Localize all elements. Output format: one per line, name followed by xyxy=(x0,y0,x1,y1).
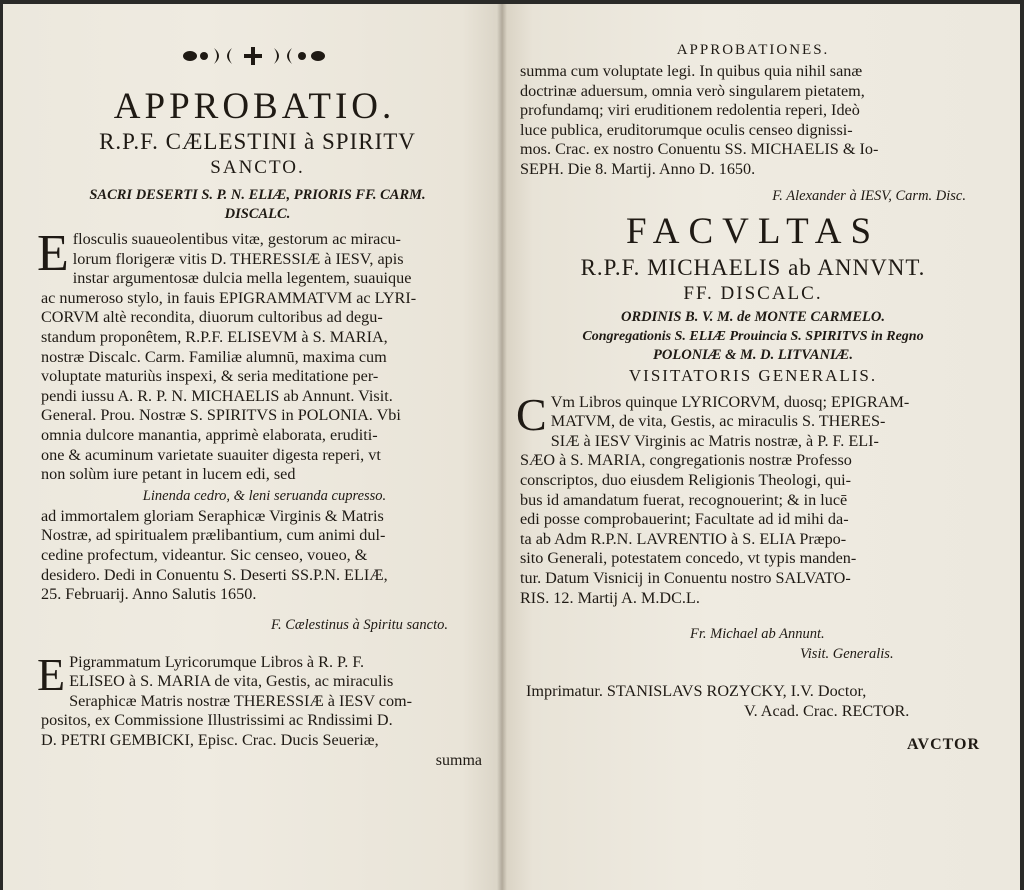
text-line: profundamq; viri eruditionem redolentia reperi, Ideò xyxy=(520,101,860,120)
continuation-paragraph xyxy=(520,62,986,180)
imprimatur xyxy=(520,682,986,721)
signature-michael-line-2: Visit. Generalis. xyxy=(800,646,894,663)
text-line: conscriptos, duo eiusdem Religionis Theologi, qui- xyxy=(520,470,852,489)
facultas-paragraph xyxy=(516,388,986,609)
text-line: 25. Februarij. Anno Salutis 1650. xyxy=(41,585,257,604)
order-line-1: ORDINIS B. V. M. de MONTE CARMELO. xyxy=(620,308,885,325)
text-line: standum proponêtem, R.P.F. ELISEVM à S. MARIA, xyxy=(41,327,388,346)
text-line: Nostræ, ad spiritualem prælibantium, cum animi dul- xyxy=(41,526,386,545)
text-line: ELISEO à S. MARIA de vita, Gestis, ac miraculis xyxy=(69,672,394,691)
text-line: tur. Datum Visnicij in Conuentu nostro SALVATO- xyxy=(520,568,851,587)
text-line: omnia dulcore manantia, apprimè elaborata, eruditi- xyxy=(41,425,378,444)
text-line: voluptate maturiùs inspexi, & seria meditatione per- xyxy=(41,367,379,386)
text-line: pendi iussu A. R. P. N. MICHAELIS ab Annunt. Visit. xyxy=(41,386,393,405)
text-line: CORVM altè recondita, diuorum cultoribus ad degu- xyxy=(41,308,383,327)
text-line: RIS. 12. Martij A. M.DC.L. xyxy=(520,588,700,607)
text-line: sito Generali, potestatem concedo, vt typis manden- xyxy=(520,549,857,568)
text-line: SEPH. Die 8. Martij. Anno D. 1650. xyxy=(520,159,756,178)
text-line: nostræ Discalc. Carm. Familiæ alumnū, maxima cum xyxy=(41,347,387,366)
text-line: Seraphicæ Matris nostræ THERESSIÆ à IESV com- xyxy=(69,691,413,710)
text-line: non solùm iure petant in lucem edi, sed xyxy=(41,465,296,484)
text-line: ta ab Adm R.P.N. LAVRENTIO à S. ELIA Præpo- xyxy=(520,529,847,548)
text-line: SÆO à S. MARIA, congregationis nostræ Professo xyxy=(520,451,852,470)
book-gutter xyxy=(497,4,507,890)
text-line: doctrinæ aduersum, omnia verò singularem pietatem, xyxy=(520,81,865,100)
drop-cap-e: E xyxy=(37,225,69,282)
text-line: luce publica, eruditorumque oculis censeo dignissi- xyxy=(520,120,853,139)
imprimatur-line-2: V. Acad. Crac. RECTOR. xyxy=(744,701,910,720)
catchword-left: summa xyxy=(435,751,482,769)
headpiece-ornament xyxy=(21,42,488,68)
approbatio-title: APPROBATIO. xyxy=(113,86,396,127)
text-line: MATVM, de vita, Gestis, ac miraculis S. THERES- xyxy=(550,412,886,431)
text-line: lorum florigeræ vitis D. THERESSIÆ à IESV, apis xyxy=(72,249,404,268)
text-line: flosculis suaueolentibus vitæ, gestorum ac miracu- xyxy=(72,230,401,248)
text-line: cedine profectum, videantur. Sic censeo, voueo, & xyxy=(41,545,368,564)
text-line: summa cum voluptate legi. In quibus quia nihil sanæ xyxy=(520,62,863,80)
signature-michael-line-1: Fr. Michael ab Annunt. xyxy=(690,626,825,643)
approbation-paragraph xyxy=(37,225,488,485)
text-line: SIÆ à IESV Virginis ac Matris nostræ, à P. F. ELI- xyxy=(550,431,879,450)
latin-quote: Linenda cedro, & leni seruanda cupresso. xyxy=(142,487,387,504)
text-line: positos, ex Commissione Illustrissimi ac Rndissimi D. xyxy=(41,711,393,730)
text-line: desidero. Dedi in Conuentu S. Deserti SS.P.N. ELIÆ, xyxy=(41,565,388,584)
imprimatur-line-1: Imprimatur. STANISLAVS ROZYCKY, I.V. Doctor, xyxy=(526,682,867,701)
drop-cap-c: C xyxy=(516,388,547,440)
second-approbation-paragraph xyxy=(37,648,488,751)
text-line: General. Prou. Nostræ S. SPIRITVS in POLONIA. Vbi xyxy=(41,406,401,425)
office-line-1: SACRI DESERTI S. P. N. ELIÆ, PRIORIS FF. CARM. xyxy=(89,187,426,203)
text-line: bus id amandatum fuerat, recognouerint; & in lucē xyxy=(520,490,848,509)
text-line: Pigrammatum Lyricorumque Libros à R. P. F. xyxy=(69,652,365,671)
order-line-2: Congregationis S. ELIÆ Prouincia S. SPIRITVS in Regno xyxy=(582,328,924,344)
text-line: edi posse comprobauerint; Facultate ad id mihi da- xyxy=(520,510,849,529)
text-line: Vm Libros quinque LYRICORVM, duosq; EPIGRAM- xyxy=(550,392,910,411)
fleuron-ornament-icon xyxy=(180,45,330,67)
text-line: mos. Crac. ex nostro Conuentu SS. MICHAELIS & Io- xyxy=(520,140,879,159)
approbation-paragraph-continued xyxy=(41,507,488,605)
text-line: ad immortalem gloriam Seraphicæ Virginis & Matris xyxy=(41,506,384,525)
facultas-author-line-1: R.P.F. MICHAELIS ab ANNVNT. xyxy=(580,254,926,280)
signature-caelestinus: F. Cælestinus à Spiritu sancto. xyxy=(271,616,448,633)
catchword-right: AVCTOR xyxy=(907,736,980,754)
text-line: D. PETRI GEMBICKI, Episc. Crac. Ducis Seueriæ, xyxy=(41,731,379,750)
running-head: APPROBATIONES. xyxy=(676,42,830,58)
office-line-2: DISCALC. xyxy=(224,206,291,222)
text-line: ac numeroso stylo, in fauis EPIGRAMMATVM ac LYRI- xyxy=(41,288,417,307)
right-page xyxy=(502,4,1020,890)
visitator-heading: VISITATORIS GENERALIS. xyxy=(628,365,878,385)
author-line-2: SANCTO. xyxy=(210,157,305,178)
text-line: one & acuminum varietate suauiter digesta reperi, vt xyxy=(41,445,381,464)
author-line-1: R.P.F. CÆLESTINI à SPIRITV xyxy=(99,129,416,154)
facultas-author-line-2: FF. DISCALC. xyxy=(683,282,823,304)
text-line: instar argumentosæ dulcia mella legentem, suauique xyxy=(72,269,412,288)
order-line-3: POLONIÆ & M. D. LITVANIÆ. xyxy=(653,346,853,363)
drop-cap-e-2: E xyxy=(37,648,66,700)
left-page xyxy=(3,4,502,890)
signature-alexander: F. Alexander à IESV, Carm. Disc. xyxy=(772,187,966,204)
facultas-title: FACVLTAS xyxy=(625,210,881,252)
